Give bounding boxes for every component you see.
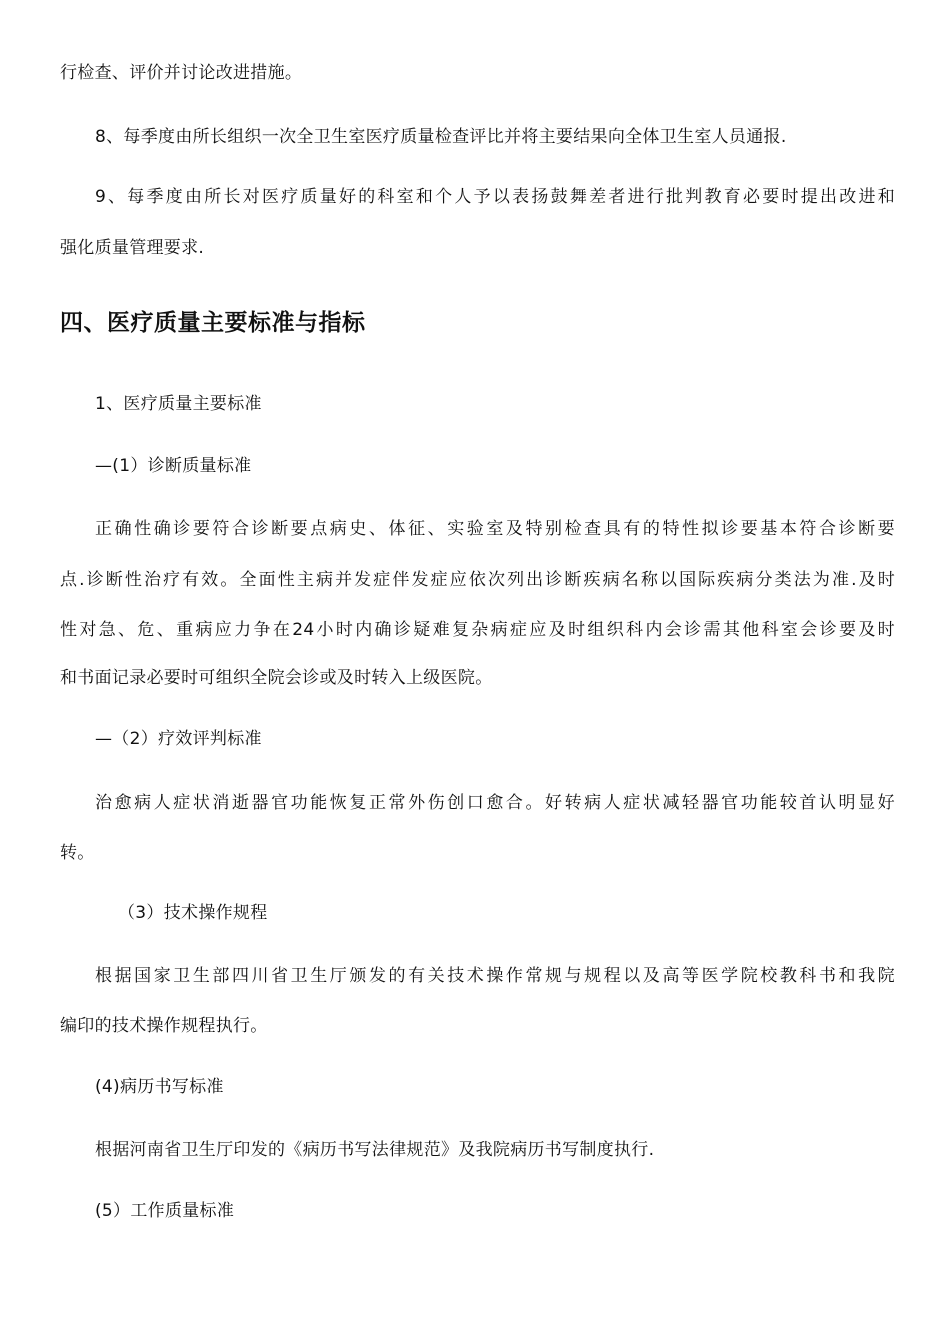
- item-9-line-1: 9、每季度由所长对医疗质量好的科室和个人予以表扬鼓舞差者进行批判教育必要时提出改进和: [95, 187, 895, 207]
- subsection-1-1-title: —(1）诊断质量标准: [95, 456, 252, 476]
- subsection-1-3-title: （3）技术操作规程: [118, 903, 268, 923]
- diagnosis-line-2: 点.诊断性治疗有效。全面性主病并发症伴发症应依次列出诊断疾病名称以国际疾病分类法为准.及时: [60, 570, 895, 590]
- subsection-1-title: 1、医疗质量主要标准: [95, 394, 262, 414]
- technique-line-1: 根据国家卫生部四川省卫生厅颁发的有关技术操作常规与规程以及高等医学院校教科书和我院: [95, 966, 895, 986]
- diagnosis-line-1: 正确性确诊要符合诊断要点病史、体征、实验室及特别检查具有的特性拟诊要基本符合诊断要: [95, 519, 895, 539]
- subsection-1-4-title: (4)病历书写标准: [95, 1077, 224, 1097]
- diagnosis-line-4: 和书面记录必要时可组织全院会诊或及时转入上级医院。: [60, 668, 493, 688]
- section-heading: 四、医疗质量主要标准与指标: [60, 310, 366, 336]
- item-9-line-2: 强化质量管理要求.: [60, 238, 205, 258]
- subsection-1-5-title: (5）工作质量标准: [95, 1201, 235, 1221]
- efficacy-line-2: 转。: [60, 843, 95, 863]
- efficacy-line-1: 治愈病人症状消逝器官功能恢复正常外伤创口愈合。好转病人症状减轻器官功能较首认明显好: [95, 793, 895, 813]
- technique-line-2: 编印的技术操作规程执行。: [60, 1016, 268, 1036]
- diagnosis-line-3: 性对急、危、重病应力争在24小时内确诊疑难复杂病症应及时组织科内会诊需其他科室会诊要及时: [60, 620, 895, 640]
- paragraph-continuation-line: 行检查、评价并讨论改进措施。: [60, 63, 303, 83]
- subsection-1-2-title: —（2）疗效评判标准: [95, 729, 262, 749]
- records-line-1: 根据河南省卫生厅印发的《病历书写法律规范》及我院病历书写制度执行.: [95, 1140, 655, 1160]
- item-8-line: 8、每季度由所长组织一次全卫生室医疗质量检查评比并将主要结果向全体卫生室人员通报.: [95, 127, 787, 147]
